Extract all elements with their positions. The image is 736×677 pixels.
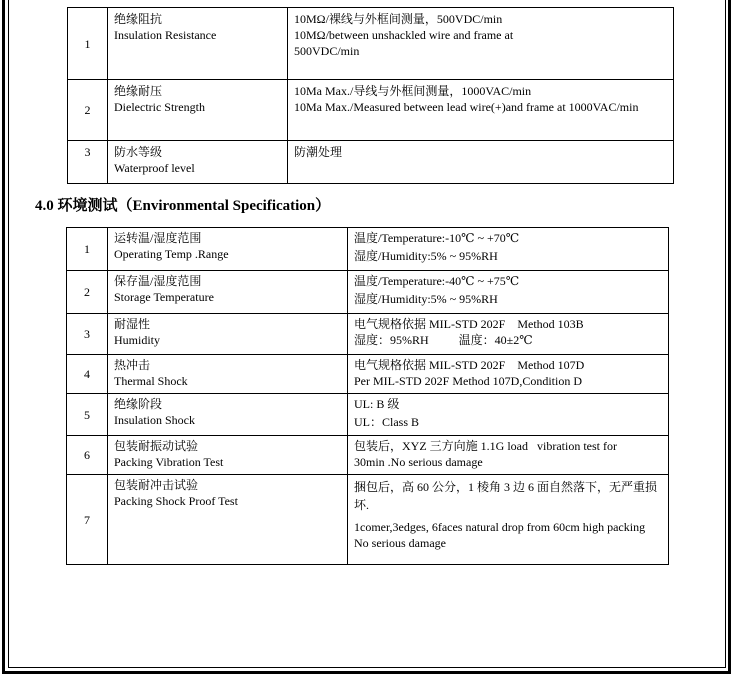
spec-line: Per MIL-STD 202F Method 107D,Condition D xyxy=(354,374,582,388)
environmental-spec-table xyxy=(66,227,669,565)
item-en: Operating Temp .Range xyxy=(114,247,229,261)
table-row xyxy=(68,80,674,141)
table-row xyxy=(67,475,669,565)
item-cn: 运转温/湿度范围 xyxy=(114,231,202,245)
item-cell xyxy=(108,8,288,80)
table-row xyxy=(67,228,669,271)
item-cell xyxy=(108,80,288,141)
row-number: 5 xyxy=(67,394,108,436)
spec-cell xyxy=(348,228,669,271)
table-row xyxy=(68,8,674,80)
item-cn: 绝缘耐压 xyxy=(114,84,163,98)
spec-cell xyxy=(348,394,669,436)
item-cell xyxy=(108,141,288,184)
spec-line: 10MΩ/between unshackled wire and frame at xyxy=(294,28,514,42)
spec-line: 捆包后，高 60 公分，1 棱角 3 边 6 面自然落下，无严重损 xyxy=(354,480,658,494)
item-cn: 包装耐冲击试验 xyxy=(114,478,199,492)
item-en: Humidity xyxy=(114,333,161,347)
spec-line: 温度/Temperature:-10℃ ~ +70℃ xyxy=(354,231,520,245)
table-row xyxy=(67,314,669,355)
item-en: Packing Shock Proof Test xyxy=(114,494,238,508)
item-en: Thermal Shock xyxy=(114,374,188,388)
item-cn: 保存温/湿度范围 xyxy=(114,274,202,288)
spec-line: 电气规格依据 MIL-STD 202F Method 103B xyxy=(354,317,584,331)
page-frame-inner-right xyxy=(725,0,726,668)
spec-line: 30min .No serious damage xyxy=(354,455,483,469)
item-en: Insulation Resistance xyxy=(114,28,217,42)
spec-line: 湿度/Humidity:5% ~ 95%RH xyxy=(354,249,498,263)
item-cell xyxy=(108,475,348,565)
page-frame-right xyxy=(728,0,731,674)
spec-cell xyxy=(288,8,674,80)
row-number: 1 xyxy=(68,8,108,80)
table-row xyxy=(67,355,669,394)
row-number: 2 xyxy=(67,271,108,314)
spec-cell xyxy=(348,355,669,394)
spec-line: 10Ma Max./导线与外框间测量，1000VAC/min xyxy=(294,84,532,98)
item-en: Storage Temperature xyxy=(114,290,214,304)
spec-cell xyxy=(348,271,669,314)
page-frame-inner-bottom xyxy=(8,667,726,668)
page-frame-inner-left xyxy=(8,0,9,668)
electrical-spec-table xyxy=(67,7,674,184)
item-cell xyxy=(108,228,348,271)
spec-line: 湿度/Humidity:5% ~ 95%RH xyxy=(354,292,498,306)
spec-line: 电气规格依据 MIL-STD 202F Method 107D xyxy=(354,358,585,372)
item-en: Packing Vibration Test xyxy=(114,455,224,469)
spec-cell xyxy=(288,141,674,184)
spec-line: 1comer,3edges, 6faces natural drop from 60cm high packing xyxy=(354,520,646,534)
table-row xyxy=(67,436,669,475)
spec-line: 湿度：95%RH 温度：40±2℃ xyxy=(354,333,533,347)
item-en: Dielectric Strength xyxy=(114,100,205,114)
table-row xyxy=(67,271,669,314)
spec-line: 10Ma Max./Measured between lead wire(+)and frame at 1000VAC/min xyxy=(294,100,639,114)
item-cn: 绝缘阶段 xyxy=(114,397,163,411)
row-number: 2 xyxy=(68,80,108,141)
item-cn: 绝缘阻抗 xyxy=(114,12,163,26)
row-number: 3 xyxy=(67,314,108,355)
spec-cell xyxy=(348,475,669,565)
spec-line: No serious damage xyxy=(354,536,446,550)
item-cn: 防水等级 xyxy=(114,145,163,159)
table-row xyxy=(67,394,669,436)
table-row xyxy=(68,141,674,184)
row-number: 6 xyxy=(67,436,108,475)
spec-line: UL：Class B xyxy=(354,415,420,429)
item-en: Insulation Shock xyxy=(114,413,195,427)
spec-cell xyxy=(348,436,669,475)
row-number: 3 xyxy=(68,141,108,184)
item-cell xyxy=(108,394,348,436)
item-cell xyxy=(108,355,348,394)
spec-line: 包装后，XYZ 三方向施 1.1G load vibration test for xyxy=(354,439,617,453)
page-frame-bottom xyxy=(2,671,731,674)
row-number: 7 xyxy=(67,475,108,565)
item-cn: 耐湿性 xyxy=(114,317,151,331)
item-en: Waterproof level xyxy=(114,161,195,175)
spec-line: 温度/Temperature:-40℃ ~ +75℃ xyxy=(354,274,520,288)
section-title: 4.0 环境测试（Environmental Specification） xyxy=(35,198,331,214)
spec-line: 坏. xyxy=(354,498,370,512)
spec-line: 500VDC/min xyxy=(294,44,360,58)
spec-line: 10MΩ/裸线与外框间测量，500VDC/min xyxy=(294,12,503,26)
item-cn: 热冲击 xyxy=(114,358,151,372)
item-cell xyxy=(108,436,348,475)
row-number: 4 xyxy=(67,355,108,394)
item-cell xyxy=(108,271,348,314)
page-frame-left xyxy=(2,0,5,674)
item-cell xyxy=(108,314,348,355)
spec-line: UL: B 级 xyxy=(354,397,400,411)
spec-cell xyxy=(288,80,674,141)
spec-cell xyxy=(348,314,669,355)
item-cn: 包装耐振动试验 xyxy=(114,439,199,453)
row-number: 1 xyxy=(67,228,108,271)
spec-line: 防潮处理 xyxy=(294,145,343,159)
